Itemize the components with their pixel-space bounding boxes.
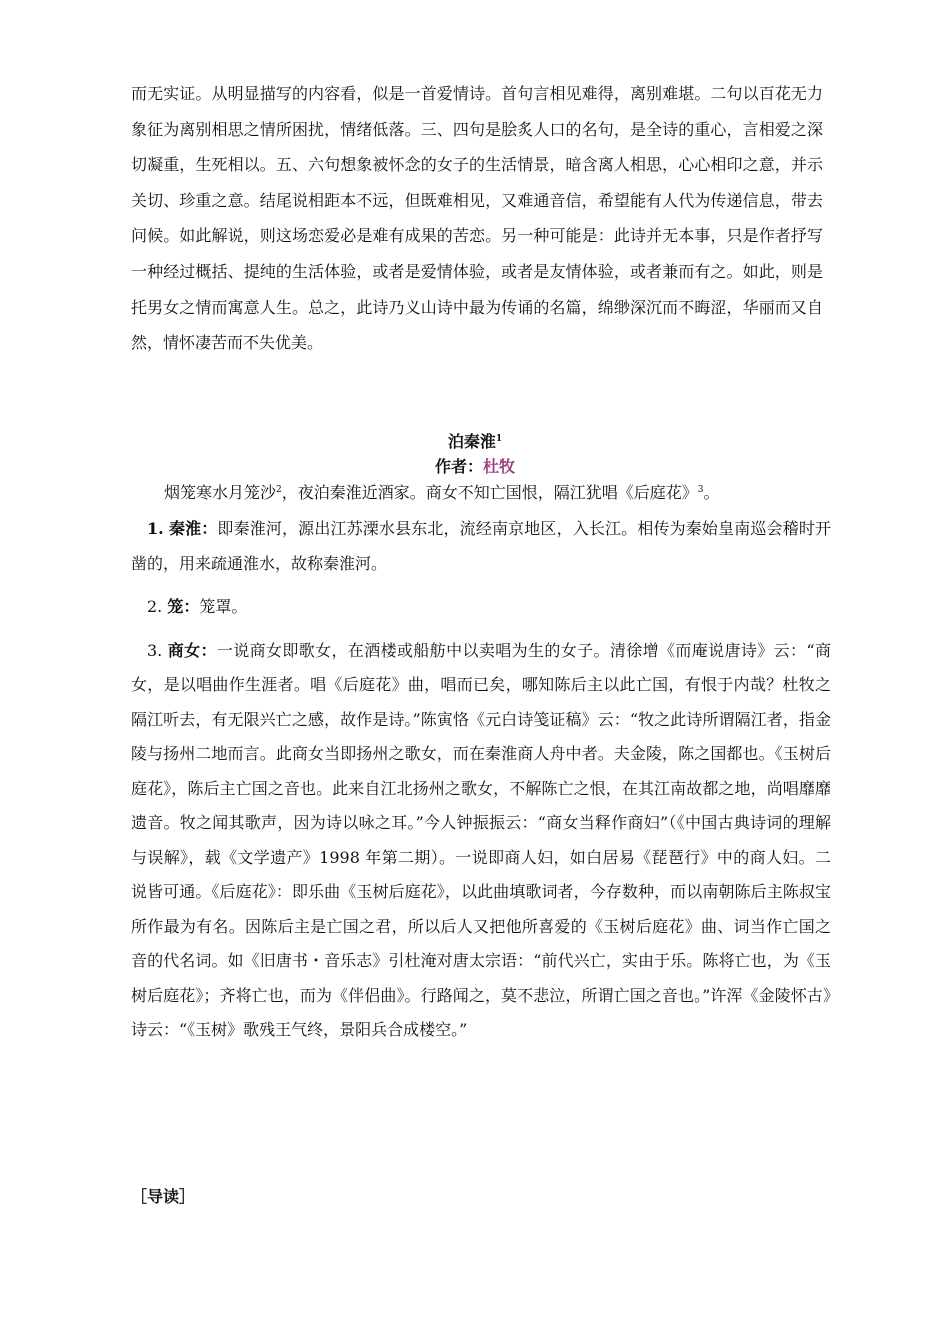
footnote-3 (131, 634, 831, 1048)
footnote-colon: ： (183, 597, 200, 616)
poem-title-text: 泊秦淮 (447, 432, 496, 451)
poem-author (0, 455, 950, 479)
footnote-text: 一说商女即歌女，在酒楼或船舫中以卖唱为生的女子。清徐增《而庵说唐诗》云：“商女，是以唱曲作生涯者。唱《后庭花》曲，唱而已矣，哪知陈后主以此亡国，有恨于内哉？杜牧之隔江听去，有无限兴亡之感，故作是诗。”陈寅恪《元白诗笺证稿》云：“牧之此诗所谓隔江者，指金陵与扬州二地而言。此商女当即扬州之歌女，而在秦淮商人舟中者。夫金陵，陈之国都也。《玉树后庭花》，陈后主亡国之音也。此来自江北扬州之歌女，不解陈亡之恨，在其江南故都之地，尚唱靡靡遗音。牧之闻其歌声，因为诗以咏之耳。”今人钟振振云：“商女当释作商妇”（《中国古典诗词的理解与误解》，载《文学遗产》1998 年第二期）。一说即商人妇，如白居易《琵琶行》中的商人妇。二说皆可通。《后庭花》：即乐曲《玉树后庭花》，以此曲填歌词者，今存数种，而以南朝陈后主陈叔宝所作最为有名。因陈后主是亡国之君，所以后人又把他所喜爱的《玉树后庭花》曲、词当作亡国之音的代名词。如《旧唐书・音乐志》引杜淹对唐太宗语：“前代兴亡，实由于乐。陈将亡也，为《玉树后庭花》；齐将亡也，而为《伴侣曲》。行路闻之，莫不悲泣，所谓亡国之音也。”许浑《金陵怀古》诗云：“《玉树》歌残王气终，景阳兵合成楼空。” (131, 640, 831, 1039)
footnote-ref-1: 1 (495, 434, 503, 444)
intro-text: 而无实证。从明显描写的内容看，似是一首爱情诗。首句言相见难得，离别难堪。二句以百花无力象征为离别相思之情所困扰，情绪低落。三、四句是脍炙人口的名句，是全诗的重心，言相爱之深切凝重，生死相以。五、六句想象被怀念的女子的生活情景，暗含离人相思，心心相印之意，并示关切、珍重之意。结尾说相距本不远，但既难相见，又难通音信，希望能有人代为传递信息，带去问候。如此解说，则这场恋爱必是难有成果的苦恋。另一种可能是：此诗并无本事，只是作者抒写一种经过概括、提纯的生活体验，或者是爱情体验，或者是友情体验，或者兼而有之。如此，则是托男女之情而寓意人生。总之，此诗乃义山诗中最为传诵的名篇，绵缈深沉而不晦涩，华丽而又自然，情怀凄苦而不失优美。 (131, 84, 823, 353)
intro-paragraph (131, 76, 823, 361)
footnote-1 (131, 512, 831, 581)
footnote-term: 商女 (167, 640, 201, 660)
footnote-2 (131, 590, 831, 625)
footnote-ref-3: 3 (697, 485, 704, 495)
footnote-number: 2. (147, 597, 163, 616)
guide-heading: ［导读］ (131, 1187, 196, 1206)
poem-text-2: ，夜泊秦淮近酒家。商女不知亡国恨，隔江犹唱《后庭花》 (281, 483, 698, 502)
poem-body (164, 481, 844, 505)
author-name: 杜牧 (483, 457, 516, 476)
footnote-term: 秦淮 (168, 519, 202, 538)
footnote-number: 3. (147, 640, 163, 660)
poem-title (0, 430, 950, 454)
footnote-colon: ： (201, 519, 218, 538)
footnote-text: 即秦淮河，源出江苏溧水县东北，流经南京地区，入长江。相传为秦始皇南巡会稽时开凿的，用来疏通淮水，故称秦淮河。 (131, 519, 831, 573)
footnote-term: 笼 (167, 597, 184, 616)
poem-text-3: 。 (703, 483, 720, 502)
footnote-colon: ： (200, 640, 217, 660)
author-label: 作者： (434, 457, 483, 476)
footnote-ref-2: 2 (276, 485, 282, 495)
footnote-number: 1. (147, 519, 164, 538)
footnote-text: 笼罩。 (199, 597, 248, 616)
poem-text-1: 烟笼寒水月笼沙 (164, 483, 277, 502)
footnotes (131, 512, 831, 1057)
